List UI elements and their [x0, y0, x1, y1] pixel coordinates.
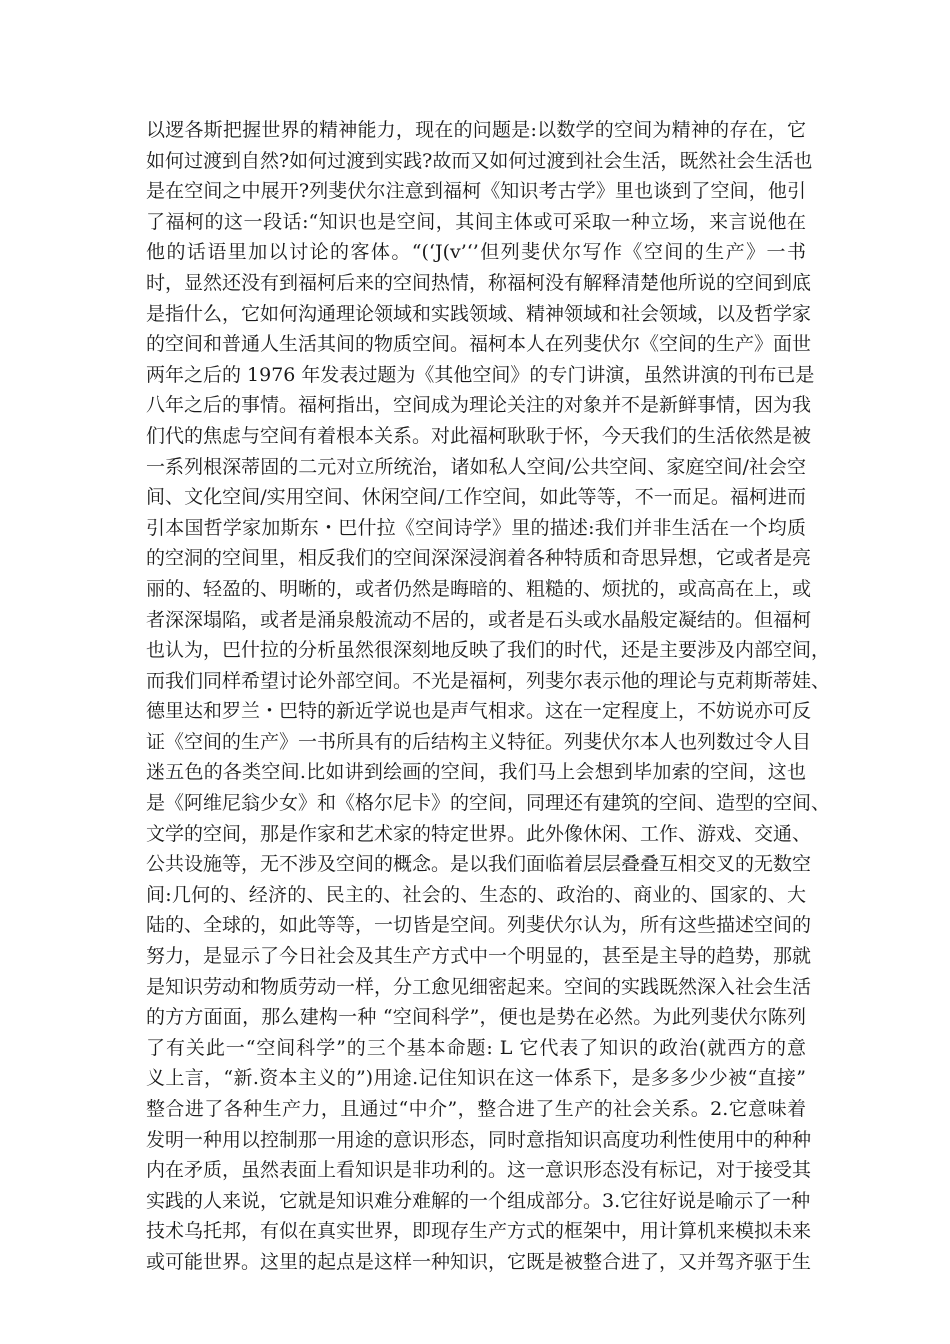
text-line: 或可能世界。这里的起点是这样一种知识，它既是被整合进了，又并驾齐驱于生 — [146, 1250, 812, 1273]
text-line: 德里达和罗兰・巴特的新近学说也是声气相求。这在一定程度上，不妨说亦可反 — [146, 700, 812, 723]
text-line: 一系列根深蒂固的二元对立所统治，诸如私人空间/公共空间、家庭空间/社会空 — [146, 455, 806, 478]
text-line: 以逻各斯把握世界的精神能力，现在的问题是:以数学的空间为精神的存在，它 — [146, 119, 806, 141]
text-line: 两年之后的 1976 年发表过题为《其他空间》的专门讲演，虽然讲演的刊布已是 — [146, 363, 815, 386]
text-line: 公共设施等，无不涉及空间的概念。是以我们面临着层层叠叠互相交叉的无数空 — [146, 853, 812, 876]
text-line: 间:几何的、经济的、民主的、社会的、生态的、政治的、商业的、国家的、大 — [146, 883, 806, 906]
text-line: 们代的焦虑与空间有着根本关系。对此福柯耿耿于怀，今天我们的生活依然是被 — [146, 424, 812, 447]
body-paragraph — [146, 115, 831, 1278]
text-line: 引本国哲学家加斯东・巴什拉《空间诗学》里的描述:我们并非生活在一个均质 — [146, 516, 806, 539]
text-line: 了福柯的这一段话:“知识也是空间，其间主体或可采取一种立场，来言说他在 — [146, 210, 806, 233]
text-line: 也认为，巴什拉的分析虽然很深刻地反映了我们的时代，还是主要涉及内部空间， — [146, 639, 831, 662]
text-line: 是知识劳动和物质劳动一样，分工愈见细密起来。空间的实践既然深入社会生活 — [146, 975, 812, 998]
text-line: 迷五色的各类空间.比如讲到绘画的空间，我们马上会想到毕加索的空间，这也 — [146, 761, 806, 784]
text-line: 整合进了各种生产力，且通过“中介”，整合进了生产的社会关系。2.它意味着 — [146, 1098, 806, 1120]
text-line: 他的话语里加以讨论的客体。“(‘J(v’‘’但列斐伏尔写作《空间的生产》一书 — [146, 241, 806, 264]
text-line: 的空间和普通人生活其间的物质空间。福柯本人在列斐伏尔《空间的生产》面世 — [146, 333, 812, 356]
text-line: 发明一种用以控制那一用途的意识形态，同时意指知识高度功利性使用中的种种 — [146, 1128, 812, 1151]
text-line: 陆的、全球的，如此等等，一切皆是空间。列斐伏尔认为，所有这些描述空间的 — [146, 914, 812, 937]
text-line: 丽的、轻盈的、明晰的，或者仍然是晦暗的、粗糙的、烦扰的，或高高在上，或 — [146, 577, 812, 600]
text-line: 是在空间之中展开?列斐伏尔注意到福柯《知识考古学》里也谈到了空间，他引 — [146, 180, 806, 203]
text-line: 内在矛质，虽然表面上看知识是非功利的。这一意识形态没有标记，对于接受其 — [146, 1159, 812, 1182]
text-line: 技术乌托邦，有似在真实世界，即现存生产方式的框架中，用计算机来模拟未来 — [146, 1220, 812, 1243]
text-line: 是指什么，它如何沟通理论领域和实践领域、精神领域和社会领域，以及哲学家 — [146, 302, 812, 325]
text-line: 是《阿维尼翁少女》和《格尔尼卡》的空间，同理还有建筑的空间、造型的空间、 — [146, 792, 831, 815]
text-line: 实践的人来说，它就是知识难分难解的一个组成部分。3.它往好说是喻示了一种 — [146, 1189, 811, 1212]
text-line: 八年之后的事情。福柯指出，空间成为理论关注的对象并不是新鲜事情，因为我 — [146, 394, 812, 417]
text-line: 者深深塌陷，或者是涌泉般流动不居的，或者是石头或水晶般定凝结的。但福柯 — [146, 608, 812, 631]
text-line: 的空洞的空间里，相反我们的空间深深浸润着各种特质和奇思异想，它或者是亮 — [146, 547, 812, 570]
text-line: 时，显然还没有到福柯后来的空间热情，称福柯没有解释清楚他所说的空间到底 — [146, 271, 812, 294]
text-line: 的方方面面，那么建构一种 “空间科学”，便也是势在必然。为此列斐伏尔陈列 — [146, 1006, 806, 1029]
text-line: 而我们同样希望讨论外部空间。不光是福柯，列斐尔表示他的理论与克莉斯蒂娃、 — [146, 669, 831, 692]
text-line: 文学的空间，那是作家和艺术家的特定世界。此外像休闲、工作、游戏、交通、 — [146, 822, 812, 845]
text-line: 了有关此一“空间科学”的三个基本命题: L 它代表了知识的政治(就西方的意 — [146, 1036, 806, 1059]
text-line: 义上言，“新.资本主义的”)用途.记住知识在这一体系下，是多多少少被“直接” — [146, 1067, 806, 1090]
text-line: 证《空间的生产》一书所具有的后结构主义特征。列斐伏尔本人也列数过令人目 — [146, 730, 812, 753]
text-line: 间、文化空间/实用空间、休闲空间/工作空间，如此等等，不一而足。福柯进而 — [146, 486, 806, 509]
text-line: 努力，是显示了今日社会及其生产方式中一个明显的，甚至是主导的趋势，那就 — [146, 945, 812, 968]
text-line: 如何过渡到自然?如何过渡到实践?故而又如何过渡到社会生活，既然社会生活也 — [146, 149, 813, 172]
